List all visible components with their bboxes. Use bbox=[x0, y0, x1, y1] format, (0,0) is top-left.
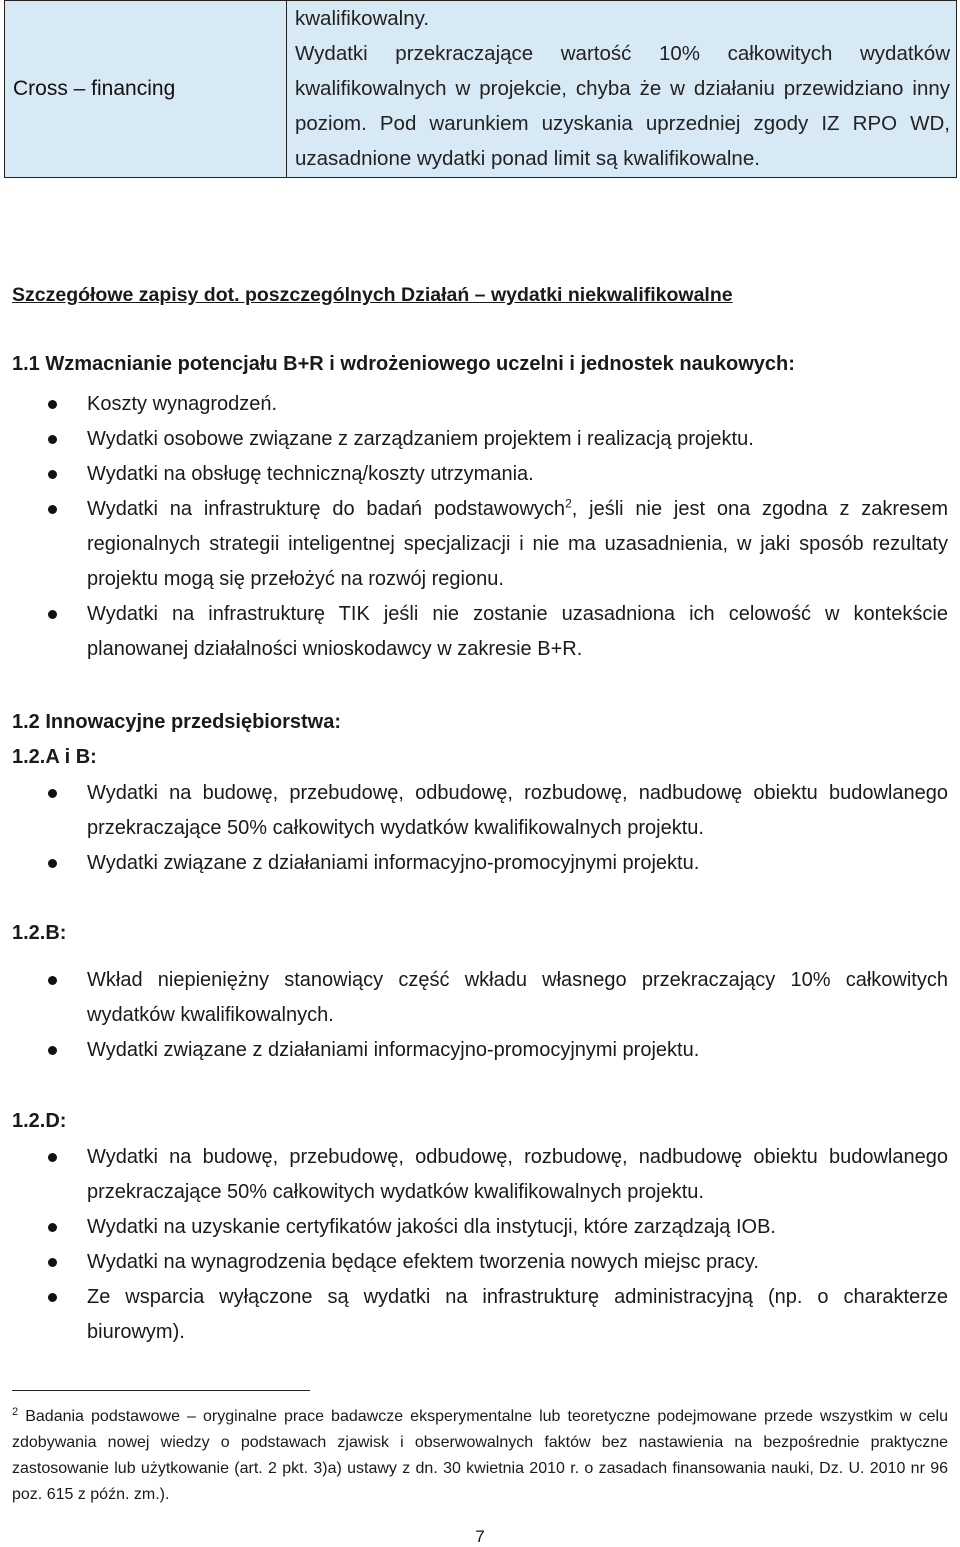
bullet-icon bbox=[48, 435, 57, 444]
table-line-2: Wydatki przekraczające wartość 10% całkowitych wydatków kwalifikowalnych w projekcie, chyba że w działaniu przewidziano inny poziom. Pod warunkiem uzyskania uprzedniej zgody IZ RPO WD, uzasadnione wydatki ponad limit są kwalifikowalne. bbox=[295, 42, 950, 170]
list-item: Koszty wynagrodzeń. bbox=[48, 387, 948, 422]
heading-1-2-b: 1.2.B: bbox=[12, 922, 67, 944]
cross-financing-table bbox=[4, 0, 957, 178]
bullet-icon bbox=[48, 400, 57, 409]
list-item: Wydatki związane z działaniami informacyjno-promocyjnymi projektu. bbox=[48, 1033, 948, 1068]
table-label-cell bbox=[5, 1, 287, 178]
list-1-2-a bbox=[48, 776, 948, 881]
bullet-icon bbox=[48, 505, 57, 514]
table-line-1: kwalifikowalny. bbox=[295, 7, 430, 30]
list-1-2-d bbox=[48, 1140, 948, 1350]
heading-1-2-a: 1.2.A i B: bbox=[12, 746, 97, 768]
footnote-marker: 2 bbox=[12, 1406, 19, 1418]
list-item: Wydatki na budowę, przebudowę, odbudowę, rozbudowę, nadbudowę obiektu budowlanego przekraczające 50% całkowitych wydatków kwalifikowalnych projektu. bbox=[48, 776, 948, 846]
list-1-2-b bbox=[48, 963, 948, 1068]
bullet-icon bbox=[48, 789, 57, 798]
footnote-ref: 2 bbox=[565, 496, 572, 511]
list-item: Wydatki na uzyskanie certyfikatów jakości dla instytucji, które zarządzają IOB. bbox=[48, 1210, 948, 1245]
footnote bbox=[12, 1404, 948, 1508]
table-label: Cross – financing bbox=[13, 77, 176, 100]
section-title: Szczegółowe zapisy dot. poszczególnych Działań – wydatki niekwalifikowalne bbox=[12, 284, 733, 306]
bullet-icon bbox=[48, 1293, 57, 1302]
heading-1-1: 1.1 Wzmacnianie potencjału B+R i wdrożeniowego uczelni i jednostek naukowych: bbox=[12, 353, 795, 375]
page-number: 7 bbox=[475, 1527, 485, 1546]
bullet-icon bbox=[48, 976, 57, 985]
footnote-text: Badania podstawowe – oryginalne prace badawcze eksperymentalne lub teoretyczne podejmowane przede wszystkim w celu zdobywania nowej wiedzy o podstawach zjawisk i obserwowalnych faktów bez nastawienia na bezpośrednie praktyczne zastosowanie lub użytkowanie (art. 2 pkt. 3)a) ustawy z dn. 30 kwietnia 2010 r. o zasadach finansowania nauki, Dz. U. 2010 nr 96 poz. 615 z późn. zm.). bbox=[12, 1408, 948, 1503]
list-item: Ze wsparcia wyłączone są wydatki na infrastrukturę administracyjną (np. o charakterze biurowym). bbox=[48, 1280, 948, 1350]
bullet-icon bbox=[48, 1223, 57, 1232]
list-item: Wydatki związane z działaniami informacyjno-promocyjnymi projektu. bbox=[48, 846, 948, 881]
footnote-divider bbox=[12, 1390, 310, 1391]
table-text-cell bbox=[287, 1, 957, 178]
list-1-1 bbox=[48, 387, 948, 667]
bullet-icon bbox=[48, 859, 57, 868]
bullet-icon bbox=[48, 1046, 57, 1055]
list-item: Wydatki na infrastrukturę TIK jeśli nie zostanie uzasadniona ich celowość w kontekście planowanej działalności wnioskodawcy w zakresie B+R. bbox=[48, 597, 948, 667]
list-item: Wkład niepieniężny stanowiący część wkładu własnego przekraczający 10% całkowitych wydatków kwalifikowalnych. bbox=[48, 963, 948, 1033]
list-item: Wydatki na obsługę techniczną/koszty utrzymania. bbox=[48, 457, 948, 492]
bullet-icon bbox=[48, 610, 57, 619]
list-item: Wydatki na budowę, przebudowę, odbudowę, rozbudowę, nadbudowę obiektu budowlanego przekraczające 50% całkowitych wydatków kwalifikowalnych projektu. bbox=[48, 1140, 948, 1210]
bullet-icon bbox=[48, 1153, 57, 1162]
list-item: Wydatki na infrastrukturę do badań podstawowych$^2$, jeśli nie jest ona zgodna z zakresem regionalnych strategii inteligentnej specjalizacji i nie ma uzasadnienia, w jaki sposób rezultaty projektu mogą się przełożyć na rozwój regionu. bbox=[48, 492, 948, 597]
heading-1-2: 1.2 Innowacyjne przedsiębiorstwa: bbox=[12, 711, 341, 733]
list-item: Wydatki na wynagrodzenia będące efektem tworzenia nowych miejsc pracy. bbox=[48, 1245, 948, 1280]
heading-1-2-d: 1.2.D: bbox=[12, 1110, 67, 1132]
list-item: Wydatki osobowe związane z zarządzaniem projektem i realizacją projektu. bbox=[48, 422, 948, 457]
bullet-icon bbox=[48, 1258, 57, 1267]
bullet-icon bbox=[48, 470, 57, 479]
